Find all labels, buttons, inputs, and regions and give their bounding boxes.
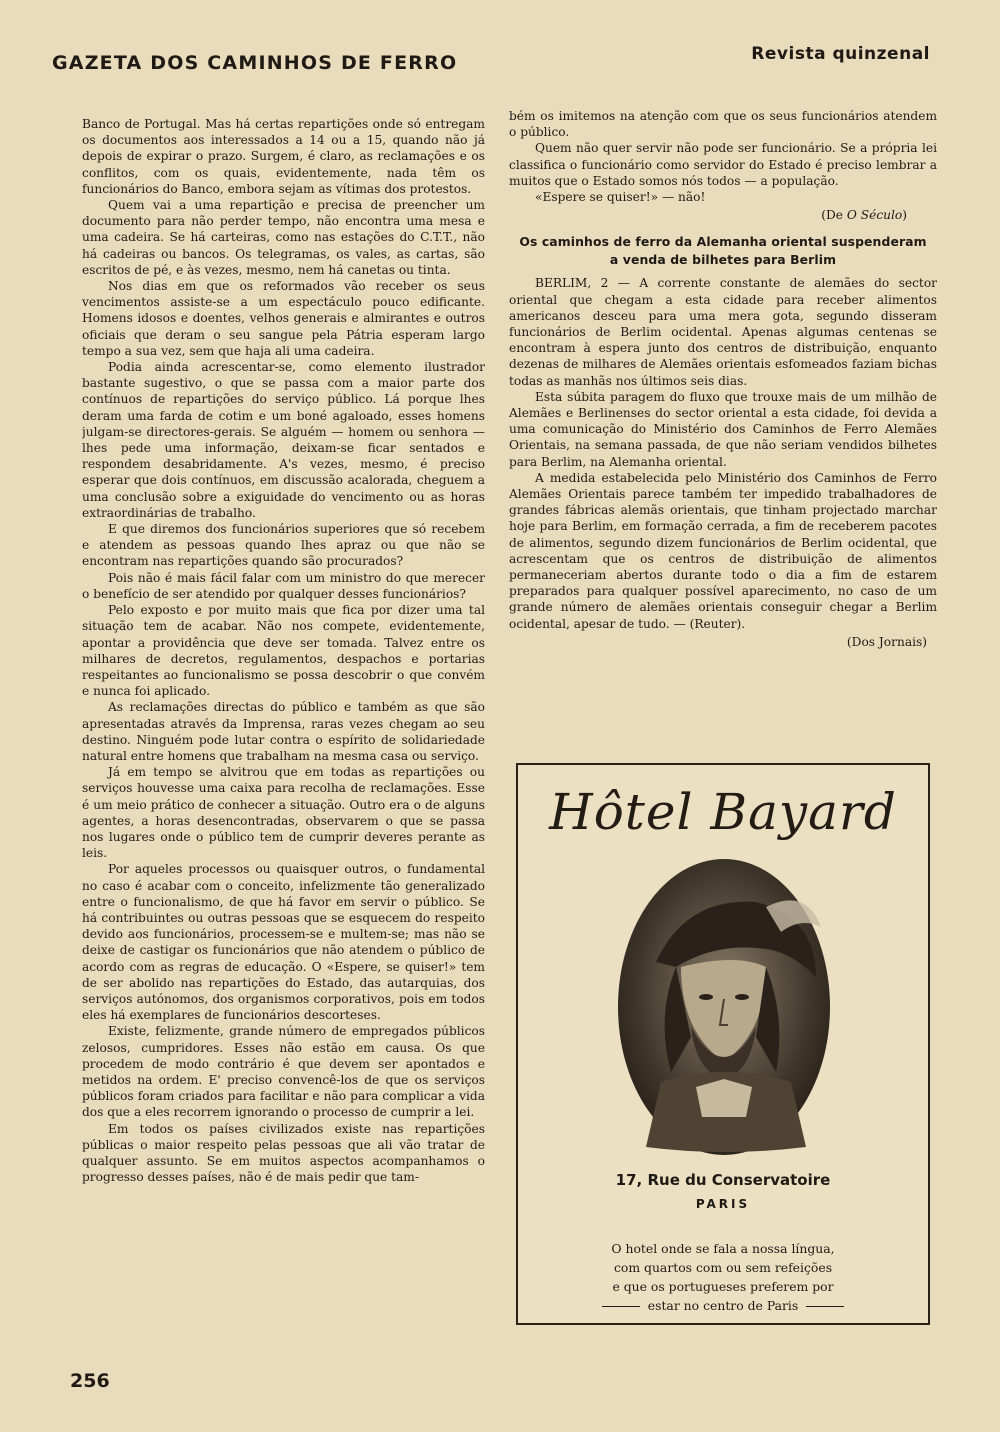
paragraph: BERLIM, 2 — A corrente constante de alemães do sector oriental que chegam a esta cidade para receber alimentos americanos desceu para uma mera gota, segundo disseram funcionários de Berlim ocidental. Apenas algumas centenas se encontram à espera junto dos centros de distribuição, enquanto dezenas de milhares de Alemães orientais esfomeados faziam bichas todas as manhãs nos últimos seis dias.: [509, 276, 937, 388]
paragraph: Podia ainda acrescentar-se, como elemento ilustrador bastante sugestivo, o que se passa com a maior parte dos contínuos de repartições do serviço público. Lá porque lhes deram uma farda de cotim e um boné agaloado, esses homens julgam-se directores-gerais. Se alguém — homem ou senhora — lhes pede uma informação, deixam-se ficar sentados e respondem desabridamente. A's vezes, mesmo, é preciso esperar que dois contínuos, em discussão acalorada, cheguem a uma conclusão sobre a exiguidade do vencimento ou as horas extraordinárias de trabalho.: [82, 360, 485, 520]
hotel-advertisement: [516, 763, 930, 1325]
paragraph: Já em tempo se alvitrou que em todas as repartições ou serviços houvesse uma caixa para recolha de reclamações. Esse é um meio prático de conhecer a situação. Outro era o de alguns agentes, a horas desencontradas, observarem o que se passa nos lugares onde o público tem de cumprir deveres perante as leis.: [82, 765, 485, 861]
hotel-name: Hôtel Bayard: [549, 783, 897, 841]
hotel-description: O hotel onde se fala a nossa língua, com quartos com ou sem refeições e que os portugueses preferem por estar no centro de Paris: [518, 1239, 928, 1315]
paragraph: Nos dias em que os reformados vão receber os seus vencimentos assiste-se a um espectáculo pouco edificante. Homens idosos e doentes, velhos generais e almirantes e outros oficiais que deram o seu sangue pela Pátria esperam largo tempo a sua vez, sem que haja ali uma cadeira.: [82, 279, 485, 358]
paragraph: Quem vai a uma repartição e precisa de preencher um documento para não perder tempo, não encontra uma mesa e uma cadeira. Se há carteiras, como nas estações do C.T.T., não há cadeiras ou bancos. Os telegramas, os vales, as cartas, são escritos de pé, e às vezes, mesmo, nem há canetas ou tinta.: [82, 198, 485, 277]
article-source: (De O Século): [821, 208, 907, 223]
paragraph: E que diremos dos funcionários superiores que só recebem e atendem as pessoas quando lhes apraz ou que não se encontram nas repartições quando são procurados?: [82, 522, 485, 569]
engraved-portrait-icon: [616, 857, 832, 1157]
paragraph: bém os imitemos na atenção com que os seus funcionários atendem o público.: [509, 109, 937, 140]
paragraph: Pois não é mais fácil falar com um ministro do que merecer o benefício de ser atendido por qualquer desses funcionários?: [82, 570, 485, 601]
paragraph: Pelo exposto e por muito mais que fica por dizer uma tal situação tem de acabar. Não nos compete, evidentemente, apontar a providência que deve ser tomada. Talvez entre os milhares de decretos, regulamentos, despachos e portarias respeitantes ao funcionalismo se possa descobrir o que convém e nunca foi aplicado.: [82, 603, 485, 699]
hotel-city: PARIS: [695, 1197, 751, 1211]
paragraph: «Espere se quiser!» — não!: [535, 190, 706, 205]
journal-subtitle: Revista quinzenal: [751, 44, 930, 64]
paragraph: Por aqueles processos ou quaisquer outros, o fundamental no caso é acabar com o conceito, infelizmente tão generalizado entre o funcionalismo, de que há favor em servir o público. Se há contribuintes ou outras pessoas que se esquecem do respeito devido aos funcionários, processem-se e multem-se; mas não se deixe de castigar os funcionários que não atendem o público de acordo com as regras de educação. O «Espere, se quiser!» tem de ser abolido nas repartições do Estado, das autarquias, dos serviços autónomos, dos organismos corporativos, pois em todos eles há exemplares de funcionários descorteses.: [82, 862, 485, 1023]
paragraph: Esta súbita paragem do fluxo que trouxe mais de um milhão de Alemães e Berlinenses do sector oriental a esta cidade, foi devida a uma comunicação do Ministério dos Caminhos de Ferro Alemães Orientais, na semana passada, de que não seriam vendidos bilhetes para Berlim, na Alemanha oriental.: [509, 389, 937, 469]
paragraph: Quem não quer servir não pode ser funcionário. Se a própria lei classifica o funcionário como servidor do Estado é preciso lembrar a muitos que o Estado somos nós todos — a população.: [509, 141, 937, 188]
divider: [602, 1306, 640, 1307]
journal-title: GAZETA DOS CAMINHOS DE FERRO: [52, 52, 458, 74]
left-column: [82, 116, 485, 1336]
paragraph: Em todos os países civilizados existe nas repartições públicas o maior respeito pelas pessoas que ali vão tratar de qualquer assunto. Se em muitos aspectos acompanhamos o progresso desses países, não é de mais pedir que tam-: [82, 1121, 485, 1185]
article-source: (Dos Jornais): [846, 634, 927, 649]
paragraph: As reclamações directas do público e também as que são apresentadas através da Imprensa, raras vezes chegam ao seu destino. Ninguém pode lutar contra o espírito de solidariedade natural entre homens que trabalham na mesma casa ou serviço.: [82, 700, 485, 763]
paragraph: Banco de Portugal. Mas há certas repartições onde só entregam os documentos aos interessados a 14 ou a 15, quando não já depois de expirar o prazo. Surgem, é claro, as reclamações e os conflitos, com os quais, evidentemente, nada têm os funcionários do Banco, embora sejam as vítimas dos protestos.: [82, 117, 485, 196]
page-number: 256: [70, 1370, 110, 1392]
paragraph: Existe, felizmente, grande número de empregados públicos zelosos, cumpridores. Esses não estão em causa. Os que procedem de modo contrário é que devem ser apontados e metidos na ordem. E' preciso convencê-los de que os serviços públicos foram criados para facilitar e não para complicar a vida dos que a eles recorrem ignorando o processo de cumprir a lei.: [82, 1024, 485, 1120]
divider: [806, 1306, 844, 1307]
article-title: Os caminhos de ferro da Alemanha oriental suspenderam a venda de bilhetes para Berlim: [519, 234, 927, 268]
paragraph: A medida estabelecida pelo Ministério dos Caminhos de Ferro Alemães Orientais parece também ter impedido trabalhadores de grandes fábricas alemãs orientais, que tinham projectado marchar hoje para Berlim, em formação cerrada, a fim de receberem pacotes de alimentos, segundo dizem funcionários de Berlim ocidental, que acrescentam que os centros de distribuição de alimentos permaneceriam abertos durante todo o dia a fim de estarem preparados para qualquer possível aparecimento, no caso de um grande número de alemães orientais conseguir chegar a Berlim ocidental, apesar de tudo. — (Reuter).: [509, 470, 937, 631]
hotel-address: 17, Rue du Conservatoire: [615, 1171, 831, 1189]
right-column: [509, 108, 937, 748]
